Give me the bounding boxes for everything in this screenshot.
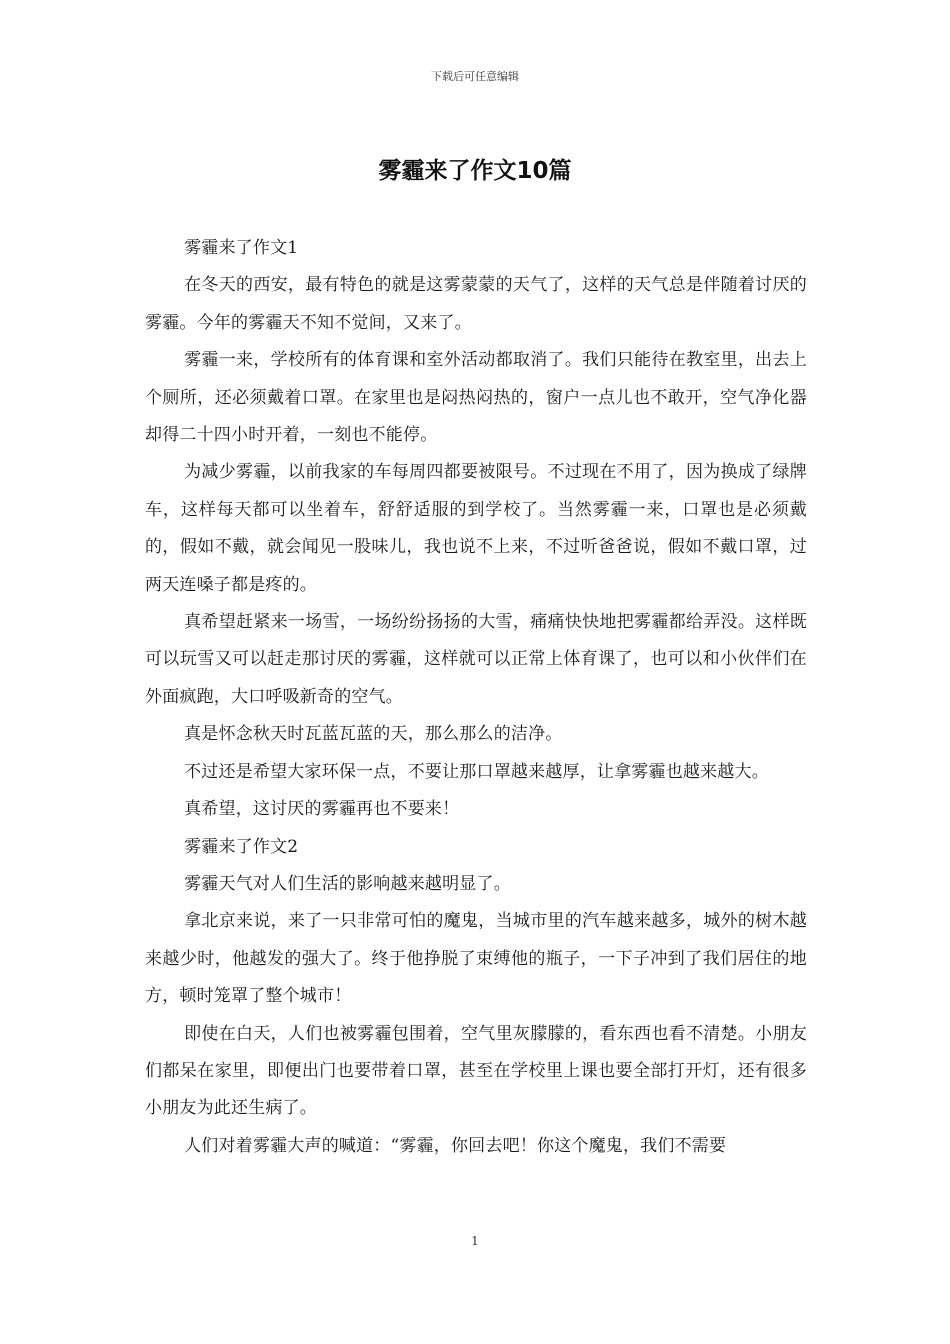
paragraph: 人们对着雾霾大声的喊道：“雾霾，你回去吧！你这个魔鬼，我们不需要 bbox=[184, 1135, 727, 1156]
document-title: 雾霾来了作文10篇 bbox=[378, 158, 572, 184]
paragraph: 真是怀念秋天时瓦蓝瓦蓝的天，那么那么的洁净。 bbox=[184, 724, 563, 745]
page-number: 1 bbox=[471, 1234, 479, 1248]
paragraph: 即使在白天，人们也被雾霾包围着，空气里灰朦朦的，看东西也看不清楚。小朋友们都呆在家里，即便出门也要带着口罩，甚至在学校里上课也要全部打开灯，还有很多小朋友为此还生病了。 bbox=[145, 1023, 807, 1119]
paragraph: 雾霾天气对人们生活的影响越来越明显了。 bbox=[184, 873, 511, 894]
document-body bbox=[145, 230, 807, 1165]
header-note: 下载后可任意编辑 bbox=[431, 70, 519, 83]
essay-heading: 雾霾来了作文1 bbox=[184, 238, 299, 258]
essay-heading: 雾霾来了作文2 bbox=[184, 836, 299, 857]
paragraph: 雾霾一来，学校所有的体育课和室外活动都取消了。我们只能待在教室里，出去上个厕所，还必须戴着口罩。在家里也是闷热闷热的，窗户一点儿也不敢开，空气净化器却得二十四小时开着，一刻也不能停。 bbox=[145, 350, 807, 446]
paragraph: 真希望赶紧来一场雪，一场纷纷扬扬的大雪，痛痛快快地把雾霾都给弄没。这样既可以玩雪又可以赶走那讨厌的雾霾，这样就可以正常上体育课了，也可以和小伙伴们在外面疯跑，大口呼吸新奇的空气。 bbox=[145, 612, 807, 707]
paragraph: 在冬天的西安，最有特色的就是这雾蒙蒙的天气了，这样的天气总是伴随着讨厌的雾霾。今年的雾霾天不知不觉间，又来了。 bbox=[145, 275, 807, 333]
paragraph: 真希望，这讨厌的雾霾再也不要来！ bbox=[184, 799, 460, 820]
paragraph: 为减少雾霾，以前我家的车每周四都要被限号。不过现在不用了，因为换成了绿牌车，这样每天都可以坐着车，舒舒适服的到学校了。当然雾霾一来，口罩也是必须戴的，假如不戴，就会闻见一股味儿，我也说不上来，不过听爸爸说，假如不戴口罩，过两天连嗓子都是疼的。 bbox=[145, 462, 807, 595]
paragraph: 拿北京来说，来了一只非常可怕的魔鬼，当城市里的汽车越来越多，城外的树木越来越少时，他越发的强大了。终于他挣脱了束缚他的瓶子，一下子冲到了我们居住的地方，顿时笼罩了整个城市！ bbox=[145, 911, 807, 1007]
paragraph: 不过还是希望大家环保一点，不要让那口罩越来越厚，让拿雾霾也越来越大。 bbox=[184, 761, 769, 782]
